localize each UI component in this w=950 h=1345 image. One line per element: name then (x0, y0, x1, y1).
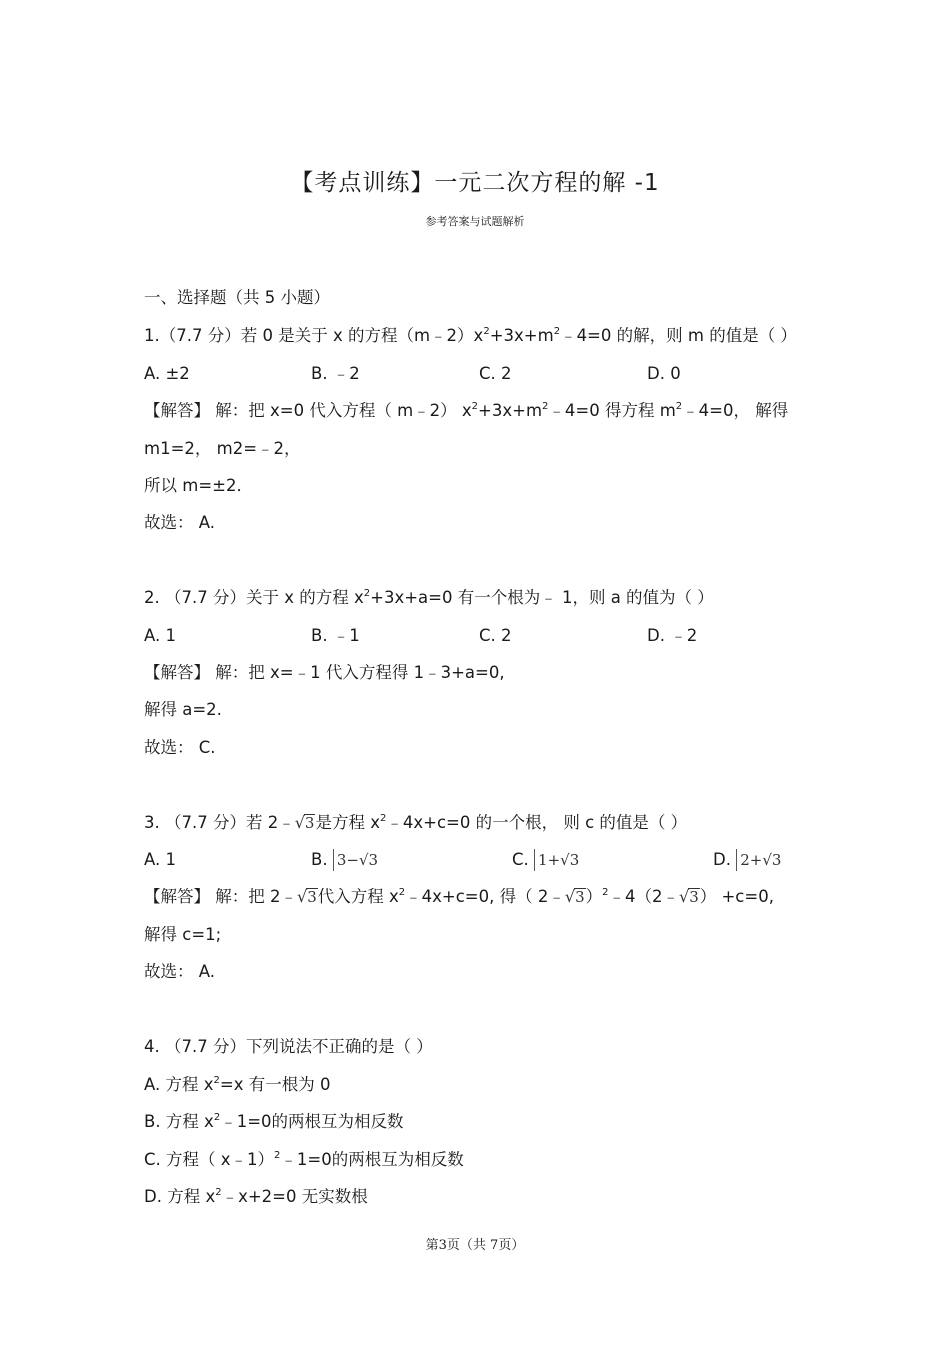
q3-option-c-value: 1+√3 (534, 849, 579, 871)
page-footer: 第3页（共 7页） (425, 1238, 525, 1253)
page-title: 【考点训练】一元二次方程的解 -1 (290, 170, 660, 196)
q3-solution: 解得 c=1; (144, 925, 222, 944)
q2-option-d: D. ﹣2 (647, 626, 698, 645)
q2-answer: 【解答】 解：把 x=﹣1 代入方程得 1﹣3+a=0, (144, 663, 505, 682)
question-1-stem: 1.（7.7 分）若 0 是关于 x 的方程$(m﹣2)x^2+3x+m^2﹣4=0$ 的解，则 m 的值是（ ） (144, 326, 797, 345)
q1-option-a: A. ±2 (144, 364, 190, 383)
sqrt-sign-icon: √ (297, 887, 308, 906)
q1-answer: 【解答】 解：把 x=0 代入方程（ m﹣2） $x^2+3x+m^2﹣4=0$ 得方程 $m^2﹣4=0$， 解得 (144, 401, 789, 420)
sqrt-sign-icon: √ (564, 887, 576, 906)
q1-roots: m1=2， m2=﹣2， (144, 439, 301, 458)
q3-option-a: A. 1 (144, 850, 176, 869)
sqrt-sign-icon: √ (678, 887, 690, 906)
q3-option-b: B. 3−√3 (311, 850, 379, 869)
q3-option-d-value: 2+√3 (736, 849, 781, 871)
q3-option-d: D. 2+√3 (713, 850, 782, 869)
q4-option-a: A. 方程 $x^2=x$ 有一根为 0 (144, 1075, 331, 1094)
q2-solution: 解得 a=2. (144, 700, 222, 719)
q2-option-a: A. 1 (144, 626, 176, 645)
question-4-stem: 4. （7.7 分）下列说法不正确的是（ ） (144, 1037, 433, 1056)
q2-choice: 故选： C. (144, 738, 216, 757)
q1-option-c: C. 2 (479, 364, 512, 383)
section-heading: 一、选择题（共 5 小题） (144, 288, 330, 307)
q4-option-d: D. 方程 $x^2﹣x+2=0$ 无实数根 (144, 1187, 368, 1206)
q1-choice: 故选： A. (144, 513, 215, 532)
q4-option-c: C. 方程（ x﹣1）$^2$﹣1=0的两根互为相反数 (144, 1150, 464, 1169)
q4-option-b: B. 方程 $x^2﹣1=0$的两根互为相反数 (144, 1112, 404, 1131)
q2-option-b: B. ﹣1 (311, 626, 360, 645)
q2-option-c: C. 2 (479, 626, 512, 645)
q3-option-c: C. 1+√3 (512, 850, 580, 869)
q1-option-b: B. ﹣2 (311, 364, 360, 383)
q3-option-b-value: 3−√3 (333, 849, 378, 871)
question-2-stem: 2. （7.7 分）关于 x 的方程 $x^2+3x+a=0$ 有一个根为﹣ 1，则 a 的值为（ ） (144, 588, 714, 607)
q3-answer: 【解答】 解：把 2﹣√3代入方程 $x^2﹣4x+c=0$, 得（ 2﹣√3）$^2$﹣4（2﹣√3） +c=0, (144, 887, 774, 906)
q3-choice: 故选： A. (144, 962, 215, 981)
page-subtitle: 参考答案与试题解析 (425, 215, 525, 228)
q1-conclusion: 所以 m=±2． (144, 476, 253, 495)
question-3-stem: 3. （7.7 分）若 2﹣√3是方程 $x^2﹣4x+c=0$ 的一个根， 则 c 的值是（ ） (144, 813, 688, 832)
sqrt-sign-icon: √ (294, 813, 305, 832)
q1-option-d: D. 0 (647, 364, 681, 383)
